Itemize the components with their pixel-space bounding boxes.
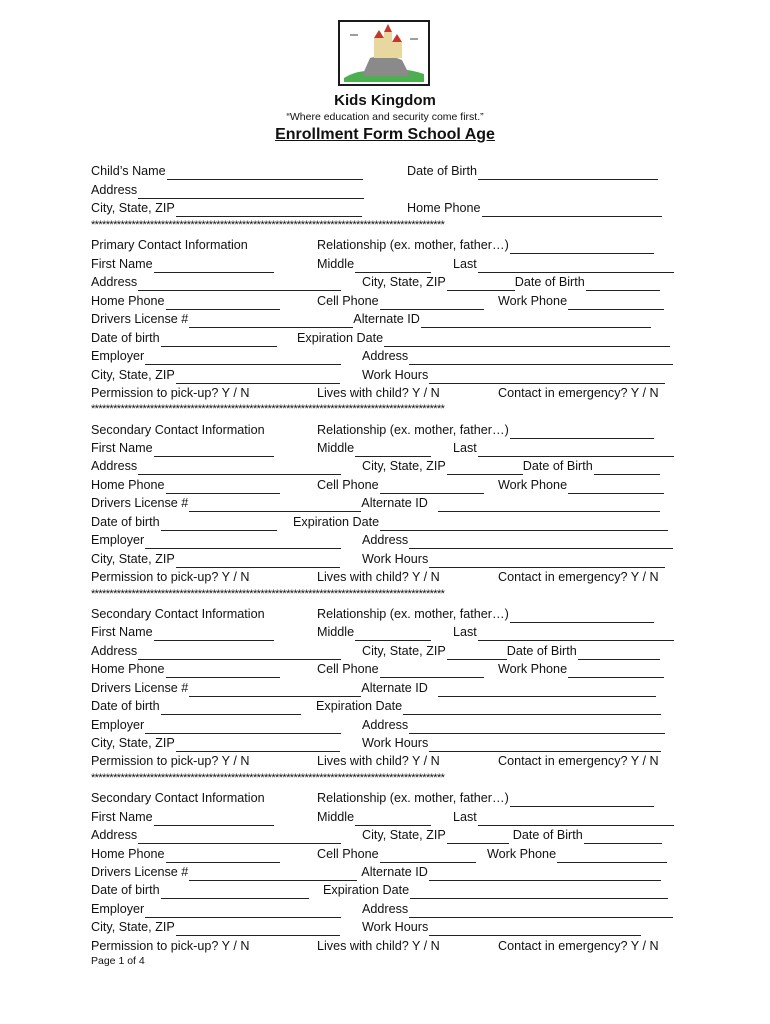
- middle-label: Middle: [317, 257, 355, 271]
- alternate-id-field[interactable]: [438, 498, 660, 512]
- expiration-label: Expiration Date: [293, 515, 380, 529]
- child-name-field[interactable]: [167, 166, 363, 180]
- expiration-field[interactable]: [384, 333, 670, 347]
- relationship-field[interactable]: [510, 609, 654, 623]
- employer-address-field[interactable]: [409, 720, 665, 734]
- date-of-birth-field[interactable]: [161, 701, 301, 715]
- address-field[interactable]: [138, 646, 341, 660]
- employer-field[interactable]: [145, 535, 341, 549]
- work-phone-label: Work Phone: [498, 662, 568, 676]
- relationship-label: Relationship (ex. mother, father…): [317, 238, 509, 252]
- date-of-birth-label: Date of birth: [91, 331, 160, 345]
- drivers-license-label: Drivers License #: [91, 865, 189, 879]
- alternate-id-label: Alternate ID: [361, 865, 428, 879]
- alternate-id-field[interactable]: [429, 867, 661, 881]
- dob-label: Date of Birth: [514, 275, 585, 289]
- expiration-field[interactable]: [410, 885, 668, 899]
- lives-with-child[interactable]: Lives with child? Y / N: [317, 386, 440, 400]
- employer-address-field[interactable]: [409, 904, 673, 918]
- csz-label: City, State, ZIP: [362, 459, 446, 473]
- home-phone-label: Home Phone: [91, 478, 165, 492]
- employer-address-field[interactable]: [409, 351, 673, 365]
- work-phone-label: Work Phone: [498, 478, 568, 492]
- address-field[interactable]: [138, 461, 341, 475]
- contact-heading: Primary Contact Information: [91, 238, 248, 252]
- employer-field[interactable]: [145, 351, 341, 365]
- child-dob-field[interactable]: [478, 166, 658, 180]
- pickup-permission[interactable]: Permission to pick-up? Y / N: [91, 570, 250, 584]
- dob-field[interactable]: [586, 277, 660, 291]
- employer-label: Employer: [91, 902, 145, 916]
- first-name-label: First Name: [91, 257, 153, 271]
- first-name-field[interactable]: [154, 259, 274, 273]
- pickup-permission[interactable]: Permission to pick-up? Y / N: [91, 939, 250, 953]
- separator: ************************************************************************************************: [91, 588, 445, 600]
- middle-field[interactable]: [355, 259, 431, 273]
- dob-field[interactable]: [594, 461, 660, 475]
- relationship-field[interactable]: [510, 793, 654, 807]
- last-label: Last: [453, 810, 477, 824]
- employer-csz-field[interactable]: [176, 370, 340, 384]
- csz-label: City, State, ZIP: [362, 644, 446, 658]
- employer-csz-label: City, State, ZIP: [91, 368, 175, 382]
- expiration-label: Expiration Date: [297, 331, 384, 345]
- contact-heading: Secondary Contact Information: [91, 423, 265, 437]
- last-field[interactable]: [478, 443, 674, 457]
- first-name-field[interactable]: [154, 627, 274, 641]
- drivers-license-field[interactable]: [189, 498, 361, 512]
- home-phone-field[interactable]: [166, 664, 280, 678]
- dob-label: Date of Birth: [522, 459, 593, 473]
- csz-field[interactable]: [447, 646, 507, 660]
- employer-label: Employer: [91, 533, 145, 547]
- expiration-field[interactable]: [380, 517, 668, 531]
- cell-phone-field[interactable]: [380, 296, 484, 310]
- first-name-label: First Name: [91, 810, 153, 824]
- form-title: Enrollment Form School Age: [275, 126, 495, 143]
- date-of-birth-field[interactable]: [161, 517, 277, 531]
- middle-label: Middle: [317, 625, 355, 639]
- work-phone-field[interactable]: [568, 480, 664, 494]
- child-name-label: Child’s Name: [91, 164, 166, 178]
- drivers-license-field[interactable]: [189, 683, 361, 697]
- emergency-contact[interactable]: Contact in emergency? Y / N: [498, 386, 659, 400]
- home-phone-field[interactable]: [166, 480, 280, 494]
- castle-logo: [338, 20, 430, 86]
- work-phone-field[interactable]: [557, 849, 667, 863]
- employer-address-label: Address: [362, 902, 409, 916]
- contact-heading: Secondary Contact Information: [91, 791, 265, 805]
- expiration-label: Expiration Date: [316, 699, 403, 713]
- dob-label: Date of Birth: [512, 828, 583, 842]
- csz-field[interactable]: [447, 830, 509, 844]
- child-csz-row: [91, 199, 681, 217]
- last-label: Last: [453, 625, 477, 639]
- school-motto: “Where education and security come first.”: [286, 111, 484, 123]
- home-phone-label: Home Phone: [91, 847, 165, 861]
- cell-phone-label: Cell Phone: [317, 847, 379, 861]
- home-phone-field[interactable]: [166, 296, 280, 310]
- relationship-label: Relationship (ex. mother, father…): [317, 607, 509, 621]
- relationship-label: Relationship (ex. mother, father…): [317, 791, 509, 805]
- child-address-field[interactable]: [138, 185, 364, 199]
- alternate-id-label: Alternate ID: [361, 496, 428, 510]
- middle-field[interactable]: [355, 812, 431, 826]
- child-dob-label: Date of Birth: [407, 164, 477, 178]
- employer-address-label: Address: [362, 718, 409, 732]
- date-of-birth-label: Date of birth: [91, 515, 160, 529]
- expiration-field[interactable]: [403, 701, 661, 715]
- employer-field[interactable]: [145, 904, 341, 918]
- home-phone-label: Home Phone: [91, 662, 165, 676]
- date-of-birth-field[interactable]: [161, 885, 309, 899]
- work-hours-field[interactable]: [429, 370, 665, 384]
- employer-csz-field[interactable]: [176, 554, 340, 568]
- child-name-row: [91, 162, 681, 180]
- first-name-label: First Name: [91, 441, 153, 455]
- work-phone-label: Work Phone: [498, 294, 568, 308]
- drivers-license-field[interactable]: [189, 314, 353, 328]
- csz-field[interactable]: [447, 461, 523, 475]
- csz-field[interactable]: [447, 277, 515, 291]
- drivers-license-label: Drivers License #: [91, 312, 189, 326]
- alternate-id-field[interactable]: [421, 314, 651, 328]
- work-hours-field[interactable]: [429, 738, 661, 752]
- home-phone-field[interactable]: [166, 849, 280, 863]
- page-number: Page 1 of 4: [91, 955, 145, 967]
- work-hours-label: Work Hours: [362, 368, 429, 382]
- date-of-birth-label: Date of birth: [91, 699, 160, 713]
- first-name-label: First Name: [91, 625, 153, 639]
- address-field[interactable]: [138, 277, 341, 291]
- child-csz-label: City, State, ZIP: [91, 201, 175, 215]
- employer-field[interactable]: [145, 720, 341, 734]
- first-name-field[interactable]: [154, 812, 274, 826]
- relationship-field[interactable]: [510, 425, 654, 439]
- date-of-birth-field[interactable]: [161, 333, 277, 347]
- work-hours-label: Work Hours: [362, 552, 429, 566]
- alternate-id-field[interactable]: [438, 683, 656, 697]
- employer-csz-label: City, State, ZIP: [91, 736, 175, 750]
- school-name: Kids Kingdom: [334, 92, 436, 109]
- employer-label: Employer: [91, 349, 145, 363]
- child-address-label: Address: [91, 183, 138, 197]
- middle-label: Middle: [317, 810, 355, 824]
- child-csz-field[interactable]: [176, 203, 362, 217]
- pickup-permission[interactable]: Permission to pick-up? Y / N: [91, 754, 250, 768]
- drivers-license-field[interactable]: [189, 867, 357, 881]
- cell-phone-field[interactable]: [380, 849, 476, 863]
- csz-label: City, State, ZIP: [362, 275, 446, 289]
- relationship-field[interactable]: [510, 240, 654, 254]
- last-field[interactable]: [478, 259, 674, 273]
- employer-csz-label: City, State, ZIP: [91, 552, 175, 566]
- last-label: Last: [453, 257, 477, 271]
- work-hours-label: Work Hours: [362, 736, 429, 750]
- cell-phone-label: Cell Phone: [317, 294, 379, 308]
- last-label: Last: [453, 441, 477, 455]
- cell-phone-label: Cell Phone: [317, 478, 379, 492]
- address-label: Address: [91, 459, 138, 473]
- relationship-label: Relationship (ex. mother, father…): [317, 423, 509, 437]
- emergency-contact[interactable]: Contact in emergency? Y / N: [498, 939, 659, 953]
- employer-address-label: Address: [362, 349, 409, 363]
- employer-csz-field[interactable]: [176, 922, 340, 936]
- emergency-contact[interactable]: Contact in emergency? Y / N: [498, 570, 659, 584]
- child-address-row: [91, 181, 681, 199]
- employer-address-label: Address: [362, 533, 409, 547]
- lives-with-child[interactable]: Lives with child? Y / N: [317, 754, 440, 768]
- dob-field[interactable]: [578, 646, 660, 660]
- contact-heading: Secondary Contact Information: [91, 607, 265, 621]
- middle-field[interactable]: [355, 443, 431, 457]
- dob-field[interactable]: [584, 830, 662, 844]
- address-label: Address: [91, 828, 138, 842]
- work-hours-label: Work Hours: [362, 920, 429, 934]
- lives-with-child[interactable]: Lives with child? Y / N: [317, 570, 440, 584]
- drivers-license-label: Drivers License #: [91, 496, 189, 510]
- expiration-label: Expiration Date: [323, 883, 410, 897]
- alternate-id-label: Alternate ID: [361, 681, 428, 695]
- last-field[interactable]: [478, 812, 674, 826]
- dob-label: Date of Birth: [506, 644, 577, 658]
- address-label: Address: [91, 275, 138, 289]
- separator: ************************************************************************************************: [91, 403, 445, 415]
- work-hours-field[interactable]: [429, 922, 641, 936]
- pickup-permission[interactable]: Permission to pick-up? Y / N: [91, 386, 250, 400]
- employer-csz-label: City, State, ZIP: [91, 920, 175, 934]
- address-label: Address: [91, 644, 138, 658]
- middle-label: Middle: [317, 441, 355, 455]
- address-field[interactable]: [138, 830, 341, 844]
- csz-label: City, State, ZIP: [362, 828, 446, 842]
- employer-address-field[interactable]: [409, 535, 673, 549]
- home-phone-label: Home Phone: [91, 294, 165, 308]
- cell-phone-label: Cell Phone: [317, 662, 379, 676]
- work-phone-field[interactable]: [568, 296, 664, 310]
- separator: ************************************************************************************************: [91, 219, 445, 231]
- cell-phone-field[interactable]: [380, 480, 484, 494]
- lives-with-child[interactable]: Lives with child? Y / N: [317, 939, 440, 953]
- first-name-field[interactable]: [154, 443, 274, 457]
- work-phone-label: Work Phone: [487, 847, 557, 861]
- employer-label: Employer: [91, 718, 145, 732]
- drivers-license-label: Drivers License #: [91, 681, 189, 695]
- cell-phone-field[interactable]: [380, 664, 484, 678]
- last-field[interactable]: [478, 627, 674, 641]
- date-of-birth-label: Date of birth: [91, 883, 160, 897]
- middle-field[interactable]: [355, 627, 431, 641]
- separator: ************************************************************************************************: [91, 772, 445, 784]
- work-hours-field[interactable]: [429, 554, 665, 568]
- employer-csz-field[interactable]: [176, 738, 340, 752]
- alternate-id-label: Alternate ID: [353, 312, 420, 326]
- emergency-contact[interactable]: Contact in emergency? Y / N: [498, 754, 659, 768]
- work-phone-field[interactable]: [568, 664, 664, 678]
- child-home-phone-label: Home Phone: [407, 201, 481, 215]
- child-home-phone-field[interactable]: [482, 203, 662, 217]
